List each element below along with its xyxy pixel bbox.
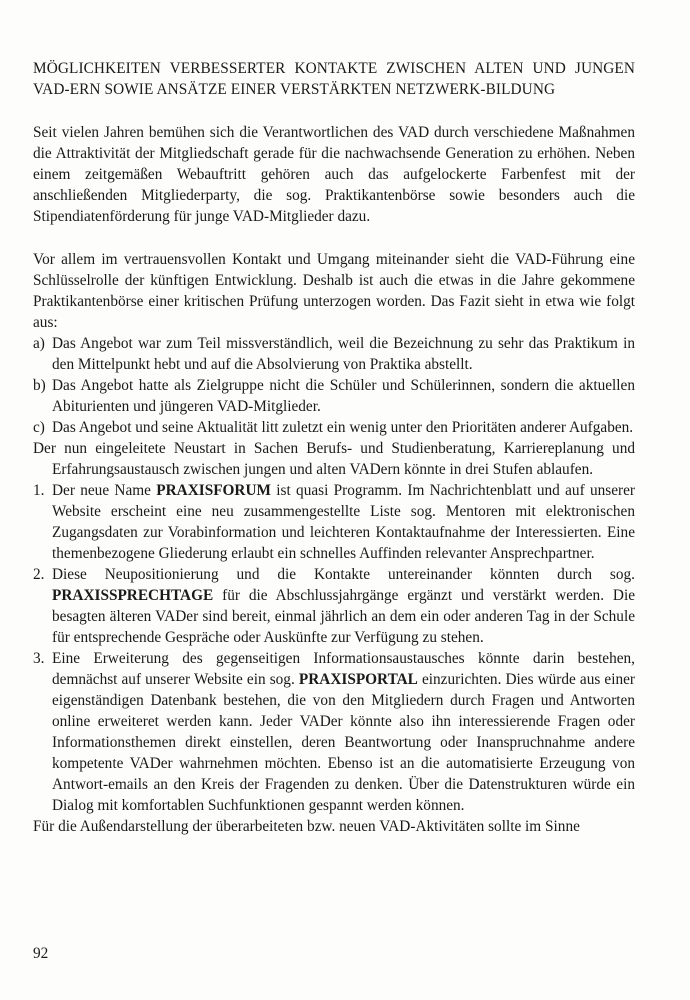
paragraph-key-role: Vor allem im vertrauensvollen Kontakt und Umgang miteinander sieht die VAD-Führung eine Schlüsselrolle der künftigen Entwicklung. Deshalb ist auch die etwas in die Jahre gekommene Praktikantenbörse einer kritischen Prüfung unterzogen worden. Das Fazit sieht in etwa wie folgt aus:	[33, 251, 635, 331]
term-praxisportal: PRAXISPORTAL	[298, 671, 418, 688]
paragraph-restart: Der nun eingeleitete Neustart in Sachen Berufs- und Studienberatung, Karriereplanung und Erfahrungsaustausch zwischen jungen und alten VADern könnte in drei Stufen ablaufen.	[33, 440, 635, 478]
paragraph-intro: Seit vielen Jahren bemühen sich die Verantwortlichen des VAD durch verschiedene Maßnahmen die Attraktivität der Mitgliedschaft gerade für die nachwachsende Generation zu erhöhen. Neben einem zeitgemäßen Webauftritt gehören auch das aufgelockerte Farbenfest mit der anschließenden Mitgliederparty, die sog. Praktikantenbörse sowie besonders auch die Stipendiatenförderung für junge VAD-Mitglieder dazu.	[33, 124, 635, 225]
list-item: 1. Der neue Name PRAXISFORUM ist quasi Programm. Im Nachrichtenblatt und auf unserer Website erscheint eine neu zusammengestellte Liste sog. Mentoren mit elektronischen Zugangsdaten zur Vorabinformation und leichteren Kontaktaufnahme der Interessierten. Eine themenbezogene Gliederung erlaubt ein schnelles Auffinden relevanter Ansprechpartner.	[33, 482, 635, 562]
list-item: a) Das Angebot war zum Teil missverständlich, weil die Bezeichnung zu sehr das Praktikum in den Mittelpunkt hebt und auf die Absolvierung von Praktika abstellt.	[33, 335, 635, 373]
page-body	[33, 58, 635, 837]
steps-list	[33, 480, 635, 816]
term-praxissprechtage: PRAXISSPRECHTAGE	[52, 587, 214, 604]
findings-list	[33, 333, 635, 438]
list-item: 2. Diese Neupositionierung und die Kontakte untereinander könnten durch sog. PRAXISSPRECHTAGE für die Abschlussjahrgänge ergänzt und verstärkt werden. Die besagten älteren VADer sind bereit, einmal jährlich an dem ein oder anderen Tag in der Schule für entsprechende Gespräche oder Auskünfte zur Verfügung zu stehen.	[33, 566, 635, 646]
list-item: 3. Eine Erweiterung des gegenseitigen Informationsaustausches könnte darin bestehen, demnächst auf unserer Website ein sog. PRAXISPORTAL einzurichten. Dies würde aus einer eigenständigen Datenbank bestehen, die von den Mitgliedern durch Fragen und Antworten online erweiteret werden kann. Jeder VADer könnte also ihn interessierende Fragen oder Informationsthemen direkt einstellen, deren Beantwortung oder Inanspruchnahme andere kompetente VADer wahrnehmen möchten. Ebenso ist an die automatisierte Erzeugung von Antwort-emails an den Kreis der Fragenden zu denken. Über die Datenstrukturen würde ein Dialog mit komfortablen Suchfunktionen gespannt werden können.	[33, 650, 635, 814]
term-praxisforum: PRAXISFORUM	[156, 482, 271, 499]
list-item: c) Das Angebot und seine Aktualität litt zuletzt ein wenig unter den Prioritäten anderer Aufgaben.	[33, 419, 634, 436]
list-item: b) Das Angebot hatte als Zielgruppe nicht die Schüler und Schülerinnen, sondern die aktuellen Abiturienten und jüngeren VAD-Mitglieder.	[33, 377, 635, 415]
paragraph-closing: Für die Außendarstellung der überarbeiteten bzw. neuen VAD-Aktivitäten sollte im Sinne	[33, 818, 580, 835]
section-title: MÖGLICHKEITEN VERBESSERTER KONTAKTE ZWISCHEN ALTEN UND JUNGEN VAD-ERN SOWIE ANSÄTZE EINER VERSTÄRKTEN NETZWERK-BILDUNG	[33, 60, 635, 98]
page-number: 92	[33, 945, 49, 962]
